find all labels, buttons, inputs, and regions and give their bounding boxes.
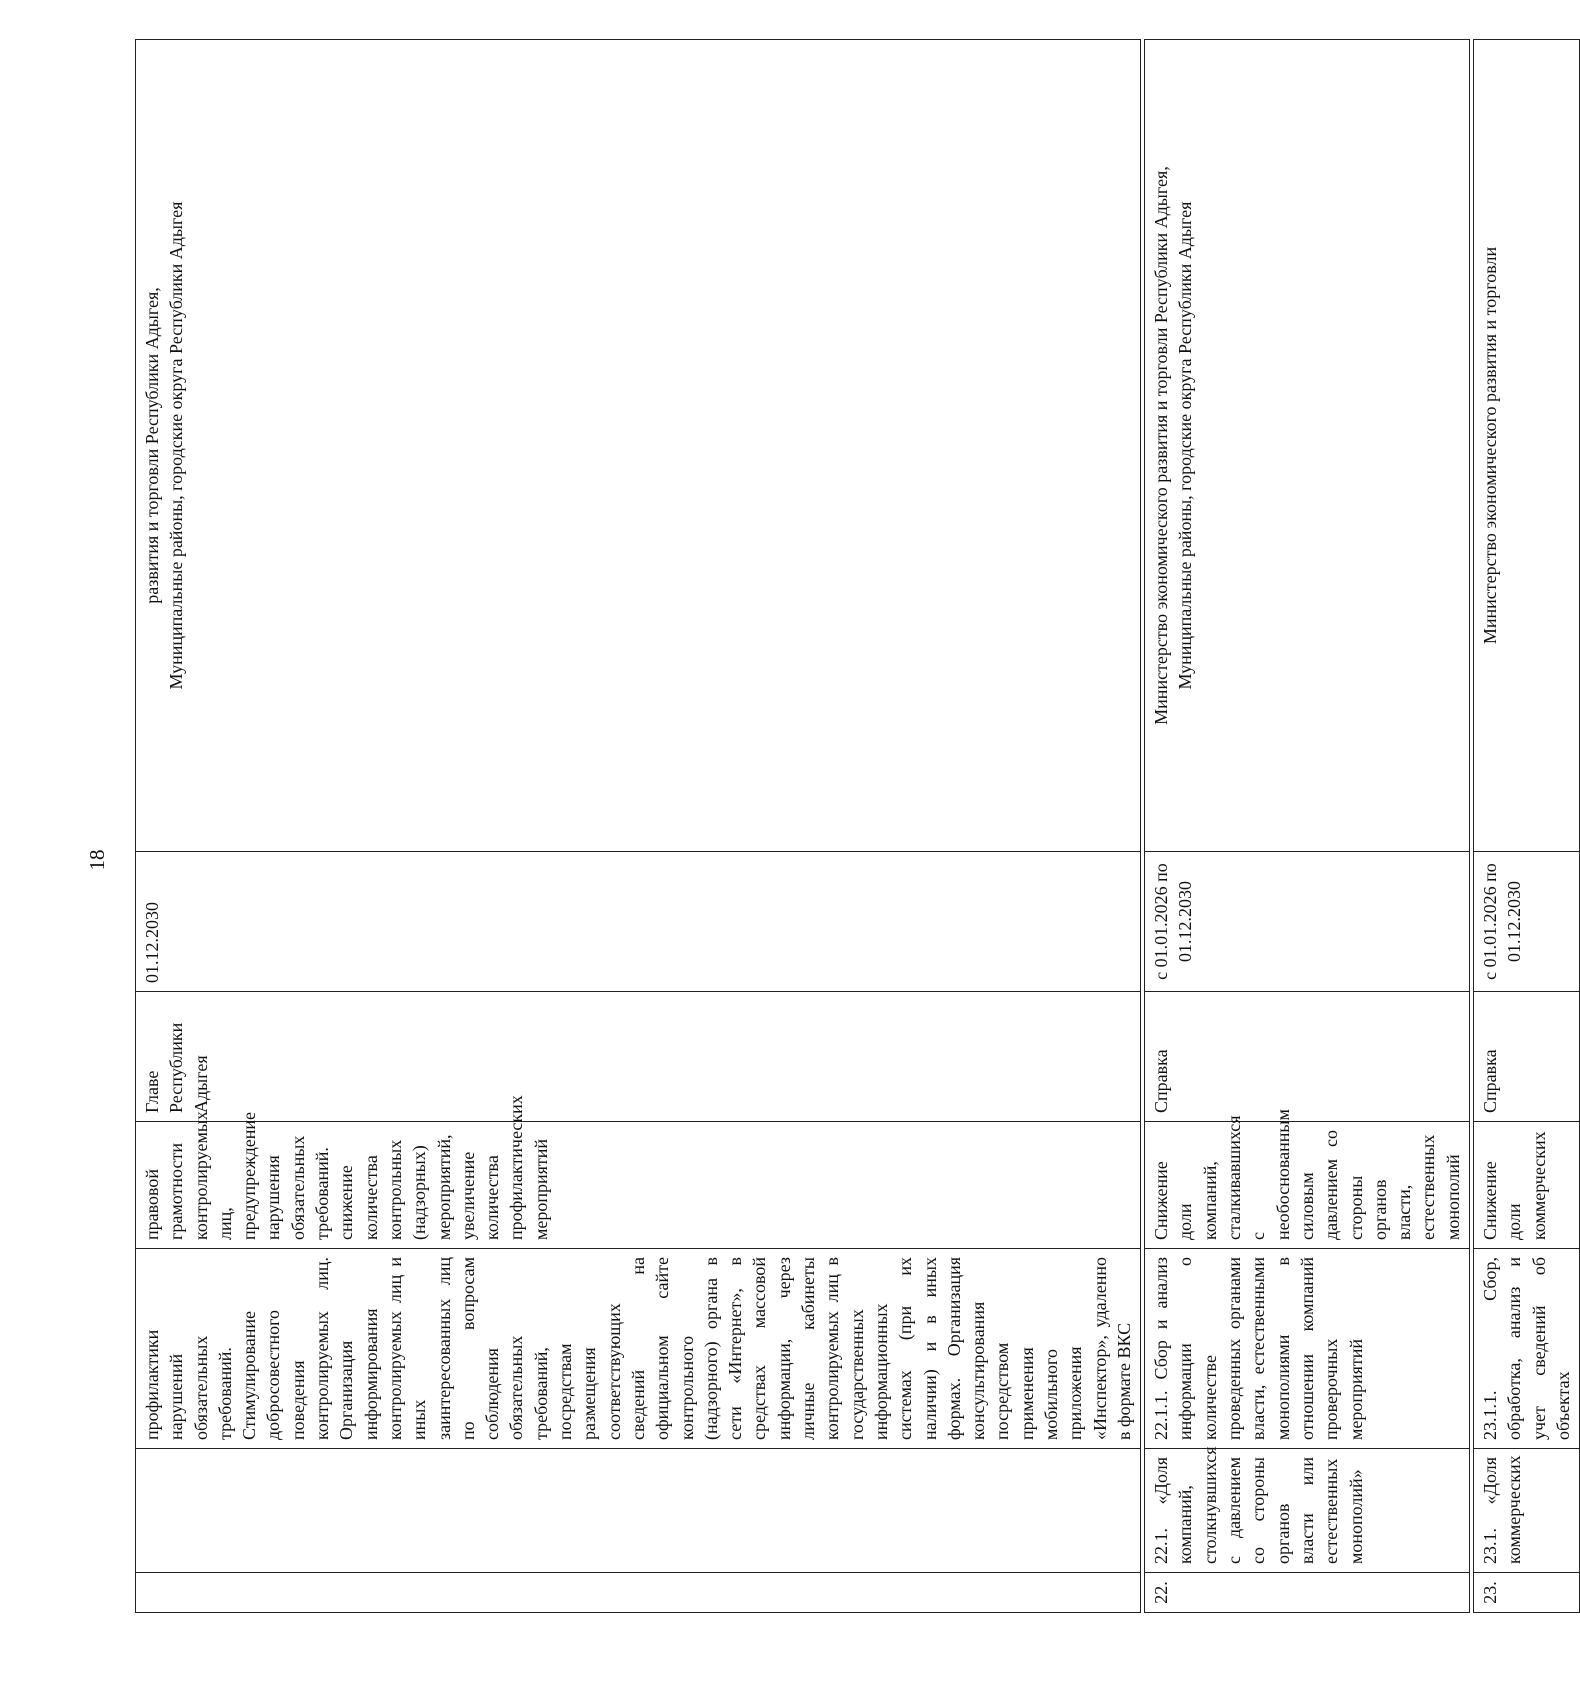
report-form-cell: Главе Республики Адыгея [136, 992, 1141, 1122]
measures-cell: 23.1.1. Сбор, обработка, анализ и учет сведений об объектах [1474, 1249, 1580, 1449]
table-row [1145, 40, 1470, 1613]
report-form-cell: Справка [1145, 992, 1470, 1122]
indicator-cell: 22.1. «Доля компаний, столкнувшихся с давлением со стороны органов власти или естественных монополий» [1145, 1449, 1470, 1573]
executor-cell: развития и торговли Республики Адыгея, Муниципальные районы, городские округа Республики Адыгея [136, 40, 1141, 852]
table-row [136, 40, 1141, 1613]
result-cell: Снижение доли коммерческих [1474, 1122, 1580, 1249]
indicator-cell [136, 1449, 1141, 1573]
executor-cell: Министерство экономического развития и торговли [1474, 40, 1580, 852]
row-number: 23. [1474, 1573, 1580, 1613]
row-number: 22. [1145, 1573, 1470, 1613]
deadline-cell: 01.12.2030 [136, 852, 1141, 992]
measures-cell: 22.1.1. Сбор и анализ информации о количестве проведенных органами власти, естественными монополиями в отношении компаний проверочных мероприятий [1145, 1249, 1470, 1449]
result-cell: правовой грамотности контролируемых лиц, предупреждение нарушения обязательных требований. снижение количества контрольных (надзорных) мероприятий, увеличение количества профилактических мероприятий [136, 1122, 1141, 1249]
executor-cell: Министерство экономического развития и торговли Республики Адыгея, Муниципальные районы, городские округа Республики Адыгея [1145, 40, 1470, 852]
deadline-cell: с 01.01.2026 по 01.12.2030 [1145, 852, 1470, 992]
indicator-cell: 23.1. «Доля коммерческих [1474, 1449, 1580, 1573]
deadline-cell: с 01.01.2026 по 01.12.2030 [1474, 852, 1580, 992]
table-row [1474, 40, 1580, 1613]
rotated-table-wrapper [135, 40, 1573, 1613]
result-cell: Снижение доли компаний, сталкивавшихся с необоснованным силовым давлением со стороны органов власти, естественных монополий [1145, 1122, 1470, 1249]
report-form-cell: Справка [1474, 992, 1580, 1122]
page-number: 18 [85, 849, 109, 871]
measures-table [135, 39, 1580, 1613]
row-number [136, 1573, 1141, 1613]
measures-cell: профилактики нарушений обязательных требований. Стимулирование добросовестного поведения контролируемых лиц. Организация информирования контролируемых лиц и иных заинтересованных лиц по вопросам соблюдения обязательных требований, посредствам размещения соответствующих сведений на официальном сайте контрольного (надзорного) органа в сети «Интернет», в средствах массовой информации, через личные кабинеты контролируемых лиц в государственных информационных системах (при их наличии) и в иных формах. Организация консультирования посредством применения мобильного приложения «Инспектор», удаленно в формате ВКС [136, 1249, 1141, 1449]
